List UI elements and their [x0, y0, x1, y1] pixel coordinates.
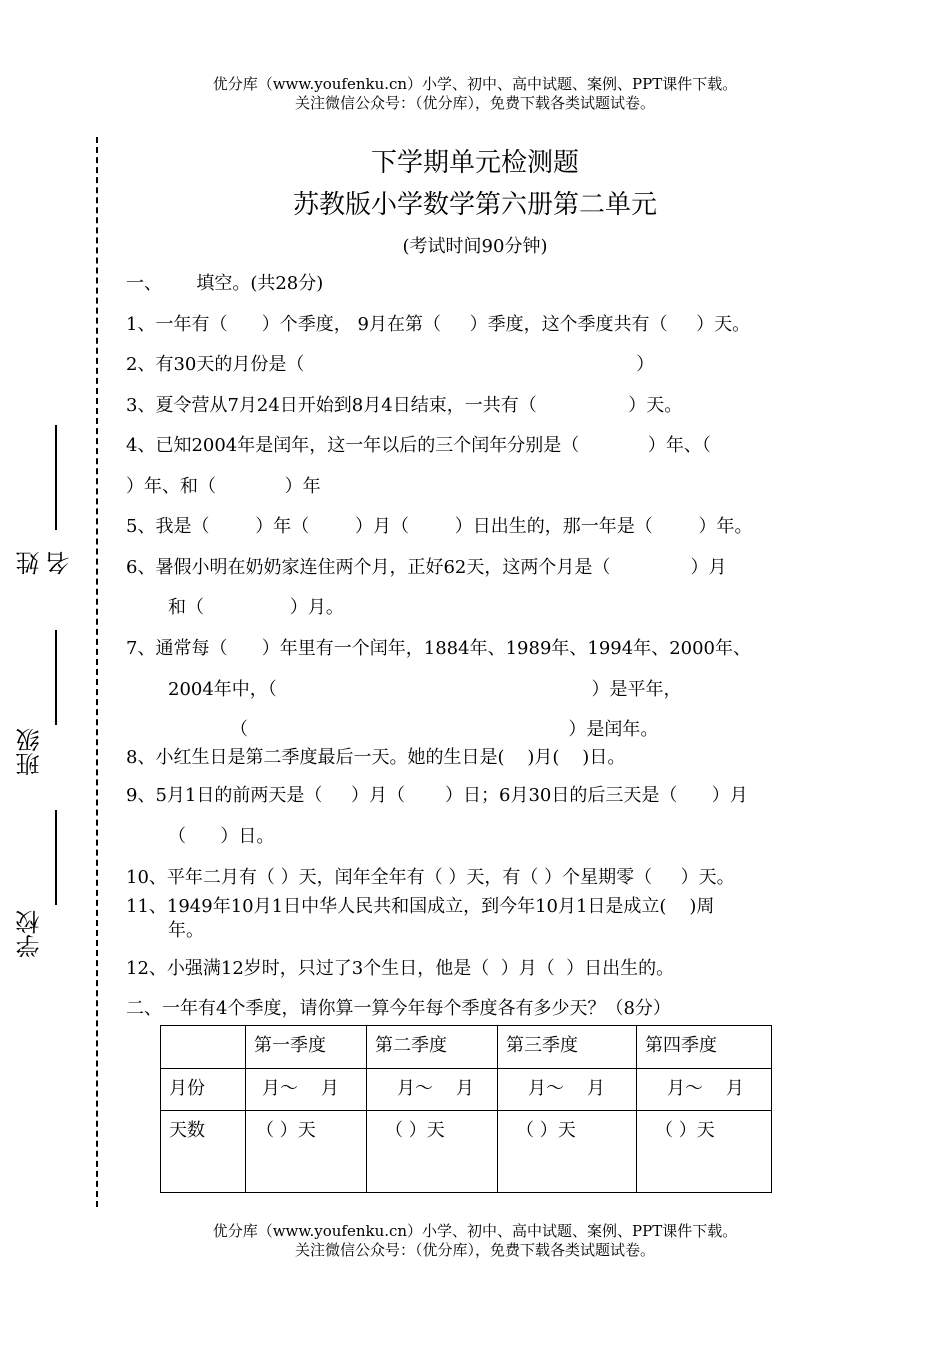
school-label: 学校 — [16, 910, 44, 958]
footer-line-1: 优分库（www.youfenku.cn）小学、初中、高中试题、案例、PPT课件下载。 — [212, 1222, 738, 1240]
table-header-q4: 第四季度 — [637, 1026, 772, 1069]
question-7-cont: 2004年中，（ ）是平年， — [168, 679, 682, 700]
table-cell[interactable]: 月～ 月 — [637, 1069, 772, 1111]
question-11-cont: 年。 — [168, 920, 204, 941]
question-6-cont: 和（ ）月。 — [168, 597, 344, 618]
exam-subtitle: 苏教版小学数学第六册第二单元 — [292, 190, 657, 220]
exam-time: (考试时间90分钟) — [402, 236, 548, 257]
table-row-days — [161, 1111, 772, 1193]
question-11: 11、1949年10月1日中华人民共和国成立，到今年10月1日是成立( )周 — [126, 896, 715, 917]
fold-dashed-line — [96, 137, 98, 1207]
name-field — [15, 425, 74, 575]
quarters-table — [160, 1025, 772, 1193]
table-header-q1: 第一季度 — [246, 1026, 367, 1069]
table-header-q2: 第二季度 — [367, 1026, 498, 1069]
table-cell[interactable]: 月～ 月 — [367, 1069, 498, 1111]
question-7-cont-2: （ ）是闰年。 — [230, 719, 659, 740]
question-9-cont: （ ）日。 — [168, 826, 275, 847]
school-underline[interactable] — [55, 810, 57, 905]
question-10: 10、平年二月有（ ）天，闰年全年有（ ）天，有（ ）个星期零（ ）天。 — [126, 867, 735, 888]
row-label-days: 天数 — [161, 1111, 246, 1193]
name-label: 姓名 — [16, 551, 74, 575]
table-cell[interactable]: 月～ 月 — [498, 1069, 637, 1111]
question-1: 1、一年有（ ）个季度， 9月在第（ ）季度，这个季度共有（ ）天。 — [126, 314, 751, 335]
exam-title: 下学期单元检测题 — [370, 148, 579, 178]
question-9: 9、5月1日的前两天是（ ）月（ ）日；6月30日的后三天是（ ）月 — [126, 785, 748, 806]
question-5: 5、我是（ ）年（ ）月（ ）日出生的，那一年是（ ）年。 — [126, 516, 753, 537]
table-cell[interactable]: （ ）天 — [367, 1111, 498, 1193]
section2-heading: 二、一年有4个季度，请你算一算今年每个季度各有多少天？（8分） — [126, 998, 671, 1019]
section1-heading: 一、 填空。(共28分) — [126, 273, 324, 294]
table-header-q3: 第三季度 — [498, 1026, 637, 1069]
question-6: 6、暑假小明在奶奶家连住两个月，正好62天，这两个月是（ ）月 — [126, 557, 727, 578]
table-cell[interactable]: 月～ 月 — [246, 1069, 367, 1111]
page-header — [0, 75, 950, 113]
school-field — [15, 810, 70, 960]
question-3: 3、夏令营从7月24日开始到8月4日结束，一共有（ ）天。 — [126, 395, 683, 416]
table-cell[interactable]: （ ）天 — [246, 1111, 367, 1193]
question-12: 12、小强满12岁时，只过了3个生日，他是（ ）月（ ）日出生的。 — [126, 958, 675, 979]
row-label-months: 月份 — [161, 1069, 246, 1111]
question-4: 4、已知2004年是闰年，这一年以后的三个闰年分别是（ ）年、（ — [126, 435, 711, 456]
header-line-2: 关注微信公众号：（优分库），免费下载各类试题试卷。 — [294, 94, 655, 112]
table-header-row — [161, 1026, 772, 1069]
footer-line-2: 关注微信公众号：（优分库），免费下载各类试题试卷。 — [294, 1241, 655, 1259]
class-label: 班级 — [16, 728, 44, 776]
question-4-cont: ）年、和（ ）年 — [126, 476, 321, 497]
name-underline[interactable] — [55, 425, 57, 530]
header-line-1: 优分库（www.youfenku.cn）小学、初中、高中试题、案例、PPT课件下载。 — [212, 75, 738, 93]
question-2: 2、有30天的月份是（ ） — [126, 354, 655, 375]
page-footer — [0, 1222, 950, 1260]
table-cell[interactable]: （ ）天 — [498, 1111, 637, 1193]
table-cell[interactable]: （ ）天 — [637, 1111, 772, 1193]
table-cell — [161, 1026, 246, 1069]
class-field — [15, 630, 70, 780]
table-row-months — [161, 1069, 772, 1111]
class-underline[interactable] — [55, 630, 57, 725]
question-8: 8、小红生日是第二季度最后一天。她的生日是( )月( )日。 — [126, 747, 626, 768]
question-7: 7、通常每（ ）年里有一个闰年，1884年、1989年、1994年、2000年、 — [126, 638, 752, 659]
